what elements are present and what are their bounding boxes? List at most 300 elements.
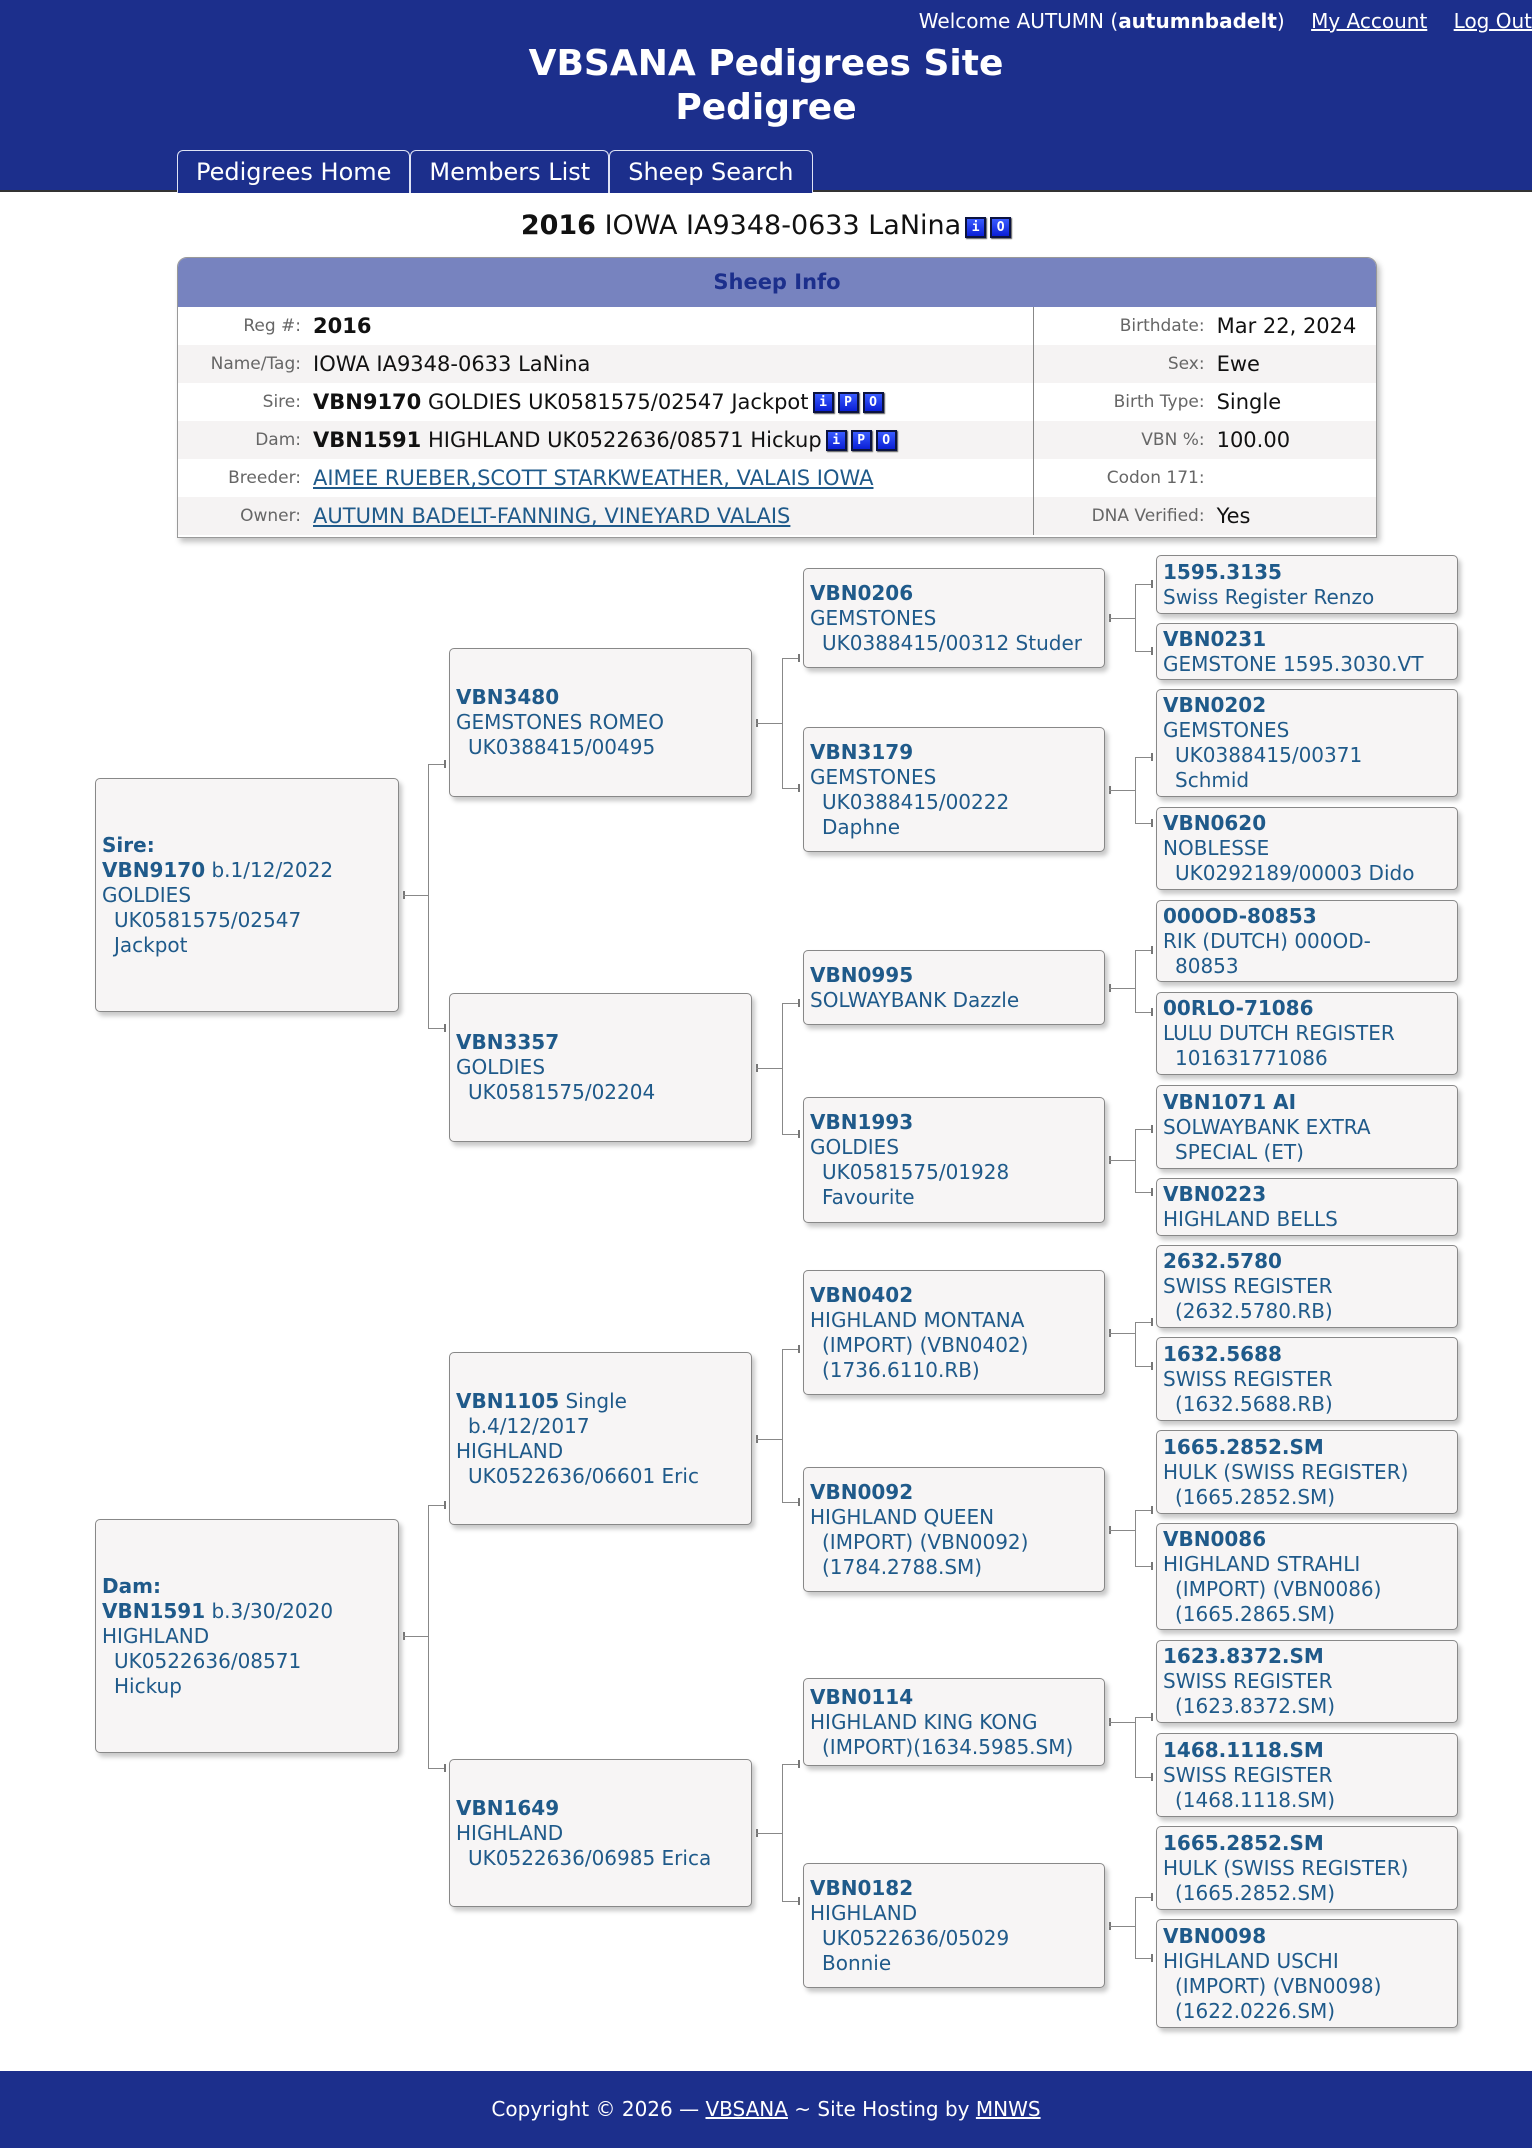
connector-stub [798,1760,800,1768]
sheep-name-line: HIGHLAND KING KONG [810,1709,1038,1734]
connector-stub [1151,1188,1153,1196]
sheep-detail-line: Daphne [822,814,901,839]
sheep-detail-line: UK0388415/00312 Studer [822,630,1082,655]
connector-line [428,764,445,765]
sheep-name-line: HIGHLAND STRAHLI [1163,1551,1361,1576]
great-great-grandparent-box[interactable] [1156,1245,1458,1328]
great-great-grandparent-box[interactable] [1156,1733,1458,1817]
sheep-id: VBN0620 [1163,811,1267,835]
sheep-id: VBN0086 [1163,1526,1267,1551]
sheep-detail-line: (IMPORT) (VBN0402) [822,1332,1029,1357]
dam-box[interactable] [95,1519,399,1753]
great-great-grandparent-box[interactable] [1156,1085,1458,1169]
connector-stub [798,1130,800,1138]
sheep-name-line: HIGHLAND QUEEN [810,1504,995,1529]
connector-line [782,1764,799,1765]
hosting-text: ~ Site Hosting by [787,2097,976,2121]
sheep-id: 2632.5780 [1163,1249,1282,1273]
sheep-detail-line: UK0522636/06601 Eric [468,1463,699,1488]
sheep-id: VBN1993 [810,1110,914,1134]
sheep-name-line: HULK (SWISS REGISTER) [1163,1459,1409,1484]
connector-line [1109,1926,1135,1927]
sheep-info-title: Sheep Info [178,258,1376,307]
connector-line [403,895,428,896]
sheep-name-line: LULU DUTCH REGISTER [1163,1021,1395,1045]
sheep-name-line: GEMSTONES ROMEO [456,710,664,734]
sheep-name-line: SWISS REGISTER [1163,1366,1333,1391]
tab-sheep-search[interactable]: Sheep Search [609,150,812,193]
sheep-detail-line: UK0292189/00003 Dido [1175,861,1415,885]
sheep-detail-line: Bonnie [822,1950,892,1975]
connector-stub [1151,753,1153,761]
site-header [0,0,1532,192]
connector-line [1135,1897,1152,1898]
sheep-detail-line: Schmid [1175,768,1250,792]
copyright-text: Copyright © 2026 — [491,2097,706,2121]
sire-info-icon[interactable]: i [813,392,834,413]
sheep-id: 00RLO-71086 [1163,996,1314,1020]
sheep-id: VBN0206 [810,580,914,605]
sheep-id-line [1163,1435,1451,1460]
great-great-grandparent-box[interactable] [1156,1178,1458,1236]
dam-offspring-icon[interactable]: O [876,430,897,451]
sheep-name-line: GOLDIES [456,1055,546,1079]
sheep-heading [0,210,1532,241]
connector-line [1135,1717,1152,1718]
connector-line [782,1901,799,1902]
connector-stub [1151,1773,1153,1781]
connector-stub [1151,1954,1153,1962]
sire-label: Sire: [262,392,301,412]
sheep-detail-line: (1665.2852.SM) [1175,1880,1336,1905]
connector-line [782,1003,783,1135]
sheep-id: 000OD-80853 [1163,903,1317,928]
sheep-detail-line: UK0388415/00371 [1175,743,1363,767]
sheep-name-line: HIGHLAND [456,1438,564,1463]
connector-line [403,1636,428,1637]
connector-line [1135,1897,1136,1959]
sire-value [313,390,884,414]
sheep-id: VBN1105 [456,1388,560,1413]
connector-line [1109,790,1135,791]
sheep-name-line: RIK (DUTCH) 000OD- [1163,928,1371,953]
connector-line [1135,1510,1136,1567]
sheep-id: 1632.5688 [1163,1341,1282,1366]
sheep-id: VBN1649 [456,1795,560,1820]
sheep-name-line: HIGHLAND [456,1820,564,1845]
sheep-id-line [456,685,745,710]
username: autumnbadelt [1118,9,1277,33]
breeder-label: Breeder: [228,468,301,488]
connector-line [1109,1530,1135,1531]
connector-line [1109,1333,1135,1334]
welcome-bar [919,9,1532,33]
connector-line [782,1003,799,1004]
great-great-grandparent-box[interactable] [1156,900,1458,982]
connector-line [1135,584,1136,652]
connector-line [428,1028,445,1029]
great-great-grandparent-box[interactable] [1156,1640,1458,1723]
sheep-id-line [102,1599,392,1624]
sheep-detail-line: (IMPORT) (VBN0092) [822,1529,1029,1554]
sheep-extra: Single [559,1388,627,1413]
tab-pedigrees-home[interactable]: Pedigrees Home [177,150,410,193]
sheep-id-line [810,1283,1098,1308]
connector-line [428,1768,445,1769]
connector-line [756,1833,782,1834]
sheep-id: 1623.8372.SM [1163,1644,1324,1668]
connector-stub [1151,1125,1153,1133]
sheep-id: 1468.1118.SM [1163,1737,1324,1762]
sire-id: VBN9170 [313,390,422,414]
sheep-id: VBN0231 [1163,626,1267,651]
dna-verified-label: DNA Verified: [1091,506,1205,526]
info-icon[interactable]: i [965,217,986,238]
sheep-extra: b.3/30/2020 [205,1598,334,1623]
great-great-grandparent-box[interactable] [1156,1430,1458,1514]
mnws-link[interactable]: MNWS [975,2097,1041,2121]
connector-line [756,1439,782,1440]
reg-label: Reg #: [243,316,301,336]
connector-line [756,1068,782,1069]
tab-members-list[interactable]: Members List [410,150,609,193]
nav-tabs [177,150,813,193]
great-great-grandparent-box[interactable] [1156,623,1458,680]
sheep-id-line [1163,1831,1451,1856]
connector-line [1135,1717,1136,1778]
owner-link[interactable]: AUTUMN BADELT-FANNING, VINEYARD VALAIS [313,504,791,528]
great-great-grandparent-box[interactable] [1156,1337,1458,1421]
connector-line [1135,823,1152,824]
dam-name: HIGHLAND UK0522636/08571 Hickup [427,428,822,452]
connector-line [782,1134,799,1135]
connector-line [1135,950,1136,1013]
sheep-id-line [810,581,1098,606]
sheep-id-line [810,740,1098,765]
connector-line [782,1349,783,1503]
reg-value: 2016 [313,314,372,338]
sheep-detail-line: SPECIAL (ET) [1175,1139,1304,1164]
my-account-link[interactable]: My Account [1311,9,1428,33]
connector-line [782,788,799,789]
sheep-id-line [1163,693,1451,718]
connector-line [1135,950,1152,951]
offspring-icon[interactable]: O [990,217,1011,238]
sheep-detail-line: (IMPORT) (VBN0086) [1175,1576,1382,1601]
sheep-id-line [456,1389,745,1414]
sheep-name-line: HIGHLAND [102,1623,210,1648]
sheep-detail-line: UK0522636/05029 [822,1925,1010,1950]
sheep-id: VBN3357 [456,1030,560,1054]
parent-role-label: Sire: [102,832,155,857]
great-great-grandparent-box[interactable] [1156,555,1458,614]
sheep-detail-line: (2632.5780.RB) [1175,1299,1333,1323]
sheep-name-line: SWISS REGISTER [1163,1274,1333,1298]
sheep-info-right [1034,307,1376,535]
sheep-detail-line: (1784.2788.SM) [822,1554,983,1579]
connector-line [1135,1566,1152,1567]
sheep-name-line: HIGHLAND MONTANA [810,1307,1025,1332]
connector-line [1135,1777,1152,1778]
connector-line [782,1502,799,1503]
sheep-id-line [810,1685,1098,1710]
connector-line [1135,584,1152,585]
sheep-id: VBN3179 [810,739,914,764]
connector-line [1109,1160,1135,1161]
sheep-detail-line: Favourite [822,1185,915,1209]
connector-stub [798,784,800,792]
sheep-id-line [1163,904,1451,929]
connector-line [1135,1510,1152,1511]
dam-value [313,428,897,452]
grandparent-box[interactable] [449,1759,752,1907]
sheep-name-line: GEMSTONES [810,764,937,789]
connector-line [428,764,429,1029]
breeder-link[interactable]: AIMEE RUEBER,SCOTT STARKWEATHER, VALAIS IOWA [313,466,874,490]
connector-stub [444,760,446,768]
connector-line [428,1505,445,1506]
connector-stub [1151,1318,1153,1326]
sheep-id-line [1163,1249,1451,1274]
site-footer [0,2071,1532,2148]
sheep-id-line [1163,1342,1451,1367]
sheep-id: VBN3480 [456,685,560,709]
birth-type-label: Birth Type: [1113,392,1205,412]
dna-verified-value: Yes [1216,504,1251,528]
great-grandparent-box[interactable] [803,727,1105,852]
sheep-id-line [810,1480,1098,1505]
connector-line [1135,757,1136,824]
connector-line [1109,988,1135,989]
great-grandparent-box[interactable] [803,1678,1105,1766]
sheep-detail-line: UK0522636/06985 Erica [468,1845,712,1870]
connector-stub [444,1501,446,1509]
great-great-grandparent-box[interactable] [1156,1919,1458,2028]
sheep-info-card [177,257,1377,538]
sheep-name-line: HIGHLAND [810,1900,918,1925]
sheep-detail-line: (1665.2865.SM) [1175,1601,1336,1626]
connector-stub [1151,1893,1153,1901]
sheep-id-line [1163,1182,1451,1207]
sheep-name-line: HIGHLAND BELLS [1163,1207,1338,1231]
connector-line [1109,1722,1135,1723]
sheep-name-line: GEMSTONES [810,605,937,630]
sheep-id-line [456,1796,745,1821]
connector-line [782,1349,799,1350]
dam-id: VBN1591 [313,428,422,452]
welcome-prefix: Welcome AUTUMN ( [918,9,1119,33]
sheep-id: VBN0202 [1163,693,1267,717]
sheep-id: VBN0223 [1163,1182,1267,1206]
connector-stub [1151,580,1153,588]
sheep-extra: b.1/12/2022 [205,857,334,882]
dam-label: Dam: [255,430,301,450]
connector-line [1135,757,1152,758]
great-great-grandparent-box[interactable] [1156,1523,1458,1630]
connector-stub [1151,647,1153,655]
sheep-id: VBN1591 [102,1598,206,1623]
sheep-id-line [1163,811,1451,836]
connector-stub [1151,1008,1153,1016]
sheep-id: VBN1071 AI [1163,1089,1297,1114]
heading-name: IOWA IA9348-0633 LaNina [604,210,962,241]
sheep-id: 1665.2852.SM [1163,1830,1324,1855]
sheep-id: VBN0114 [810,1684,914,1709]
sheep-name-line: HIGHLAND USCHI [1163,1948,1339,1973]
sex-label: Sex: [1167,354,1205,374]
connector-line [1135,1366,1152,1367]
sheep-name-line: SWISS REGISTER [1163,1762,1333,1787]
connector-stub [1151,946,1153,954]
sheep-id-line [1163,1644,1451,1669]
connector-stub [798,1345,800,1353]
heading-reg: 2016 [520,210,596,241]
sheep-detail-line: 80853 [1175,953,1239,978]
connector-stub [798,654,800,662]
welcome-suffix: ) [1276,9,1285,33]
connector-stub [444,1764,446,1772]
sheep-detail-line: UK0388415/00222 [822,789,1010,814]
sheep-detail-line: (1665.2852.SM) [1175,1484,1336,1509]
connector-stub [1151,819,1153,827]
sheep-name-line: GEMSTONE 1595.3030.VT [1163,651,1424,676]
connector-line [1135,1129,1152,1130]
connector-stub [1151,1506,1153,1514]
sheep-detail-line: (IMPORT)(1634.5985.SM) [822,1734,1074,1759]
sheep-detail-line: (IMPORT) (VBN0098) [1175,1973,1382,1998]
sheep-id-line [102,858,392,883]
sheep-detail-line: UK0522636/08571 [114,1648,302,1673]
sheep-name-line: NOBLESSE [1163,836,1270,860]
name-value: IOWA IA9348-0633 LaNina [313,352,591,376]
sheep-id-line [810,1110,1098,1135]
sheep-id-line [1163,560,1451,585]
connector-line [1135,1012,1152,1013]
sheep-detail-line: (1468.1118.SM) [1175,1787,1336,1812]
dam-info-icon[interactable]: i [826,430,847,451]
sheep-id: VBN0182 [810,1875,914,1900]
great-grandparent-box[interactable] [803,1270,1105,1395]
vbn-percent-label: VBN %: [1141,430,1205,450]
great-great-grandparent-box[interactable] [1156,689,1458,797]
sheep-id: 1595.3135 [1163,559,1282,584]
sheep-id: 1665.2852.SM [1163,1434,1324,1459]
sire-name: GOLDIES UK0581575/02547 Jackpot [427,390,809,414]
codon-label: Codon 171: [1106,468,1205,488]
owner-label: Owner: [240,506,301,526]
sheep-detail-line: UK0388415/00495 [468,735,656,759]
connector-stub [1151,1562,1153,1570]
great-great-grandparent-box[interactable] [1156,1826,1458,1910]
name-label: Name/Tag: [210,354,301,374]
sheep-detail-line: UK0581575/02204 [468,1080,656,1104]
sheep-id-line [1163,627,1451,652]
birthdate-label: Birthdate: [1119,316,1205,336]
sheep-id: VBN0092 [810,1479,914,1504]
site-title: VBSANA Pedigrees Site [528,43,1004,84]
grandparent-box[interactable] [449,1352,752,1525]
grandparent-box[interactable] [449,993,752,1142]
connector-stub [444,1024,446,1032]
connector-line [428,1505,429,1769]
sheep-id: VBN0995 [810,962,914,987]
sheep-info-left [178,307,1034,535]
sheep-detail-line: b.4/12/2017 [468,1413,590,1438]
great-grandparent-box[interactable] [803,568,1105,668]
great-grandparent-box[interactable] [803,1097,1105,1223]
sheep-id-line [1163,996,1451,1021]
sire-offspring-icon[interactable]: O [863,392,884,413]
vbn-percent-value: 100.00 [1216,428,1291,452]
connector-line [782,658,783,789]
sheep-id: VBN9170 [102,857,206,882]
sheep-name-line: GOLDIES [102,882,192,907]
sheep-name-line: SOLWAYBANK Dazzle [810,987,1020,1012]
sheep-name-line: GEMSTONES [1163,718,1290,742]
sheep-id: VBN0098 [1163,1923,1267,1948]
sex-value: Ewe [1216,352,1260,376]
connector-stub [798,1897,800,1905]
great-grandparent-box[interactable] [803,950,1105,1025]
sheep-detail-line: Jackpot [114,932,188,957]
sire-box[interactable] [95,778,399,1012]
connector-line [1135,1129,1136,1193]
sheep-name-line: SWISS REGISTER [1163,1669,1333,1693]
sire-pedigree-icon[interactable]: P [838,392,859,413]
sheep-detail-line: UK0581575/01928 [822,1160,1010,1184]
connector-line [1135,1322,1136,1367]
connector-stub [798,1498,800,1506]
page-title: Pedigree [675,87,857,128]
connector-line [1135,651,1152,652]
great-great-grandparent-box[interactable] [1156,992,1458,1075]
connector-stub [798,999,800,1007]
connector-line [1135,1192,1152,1193]
sheep-name-line: GOLDIES [810,1135,900,1159]
sheep-id-line [1163,1090,1451,1115]
vbsana-link[interactable]: VBSANA [705,2097,788,2121]
sheep-name-line: SOLWAYBANK EXTRA [1163,1114,1371,1139]
connector-stub [1151,1362,1153,1370]
sheep-detail-line: 101631771086 [1175,1046,1328,1070]
sheep-id-line [1163,1924,1451,1949]
sheep-detail-line: (1622.0226.SM) [1175,1998,1336,2023]
connector-line [782,1764,783,1902]
sheep-id-line [456,1030,745,1055]
connector-line [756,723,782,724]
birthdate-value: Mar 22, 2024 [1216,314,1357,338]
sheep-detail-line: Hickup [114,1673,182,1698]
connector-line [1135,1322,1152,1323]
sheep-id: VBN0402 [810,1282,914,1307]
sheep-detail-line: (1623.8372.SM) [1175,1694,1336,1718]
great-grandparent-box[interactable] [803,1467,1105,1592]
dam-pedigree-icon[interactable]: P [851,430,872,451]
grandparent-box[interactable] [449,648,752,797]
connector-stub [1151,1713,1153,1721]
great-grandparent-box[interactable] [803,1863,1105,1988]
connector-line [1109,618,1135,619]
birth-type-value: Single [1216,390,1282,414]
sheep-detail-line: UK0581575/02547 [114,907,302,932]
sheep-name-line: HULK (SWISS REGISTER) [1163,1855,1409,1880]
sheep-id-line [1163,1738,1451,1763]
sheep-name-line: Swiss Register Renzo [1163,584,1375,609]
log-out-link[interactable]: Log Out [1453,9,1532,33]
connector-line [782,658,799,659]
sheep-id-line [1163,1527,1451,1552]
great-great-grandparent-box[interactable] [1156,807,1458,890]
